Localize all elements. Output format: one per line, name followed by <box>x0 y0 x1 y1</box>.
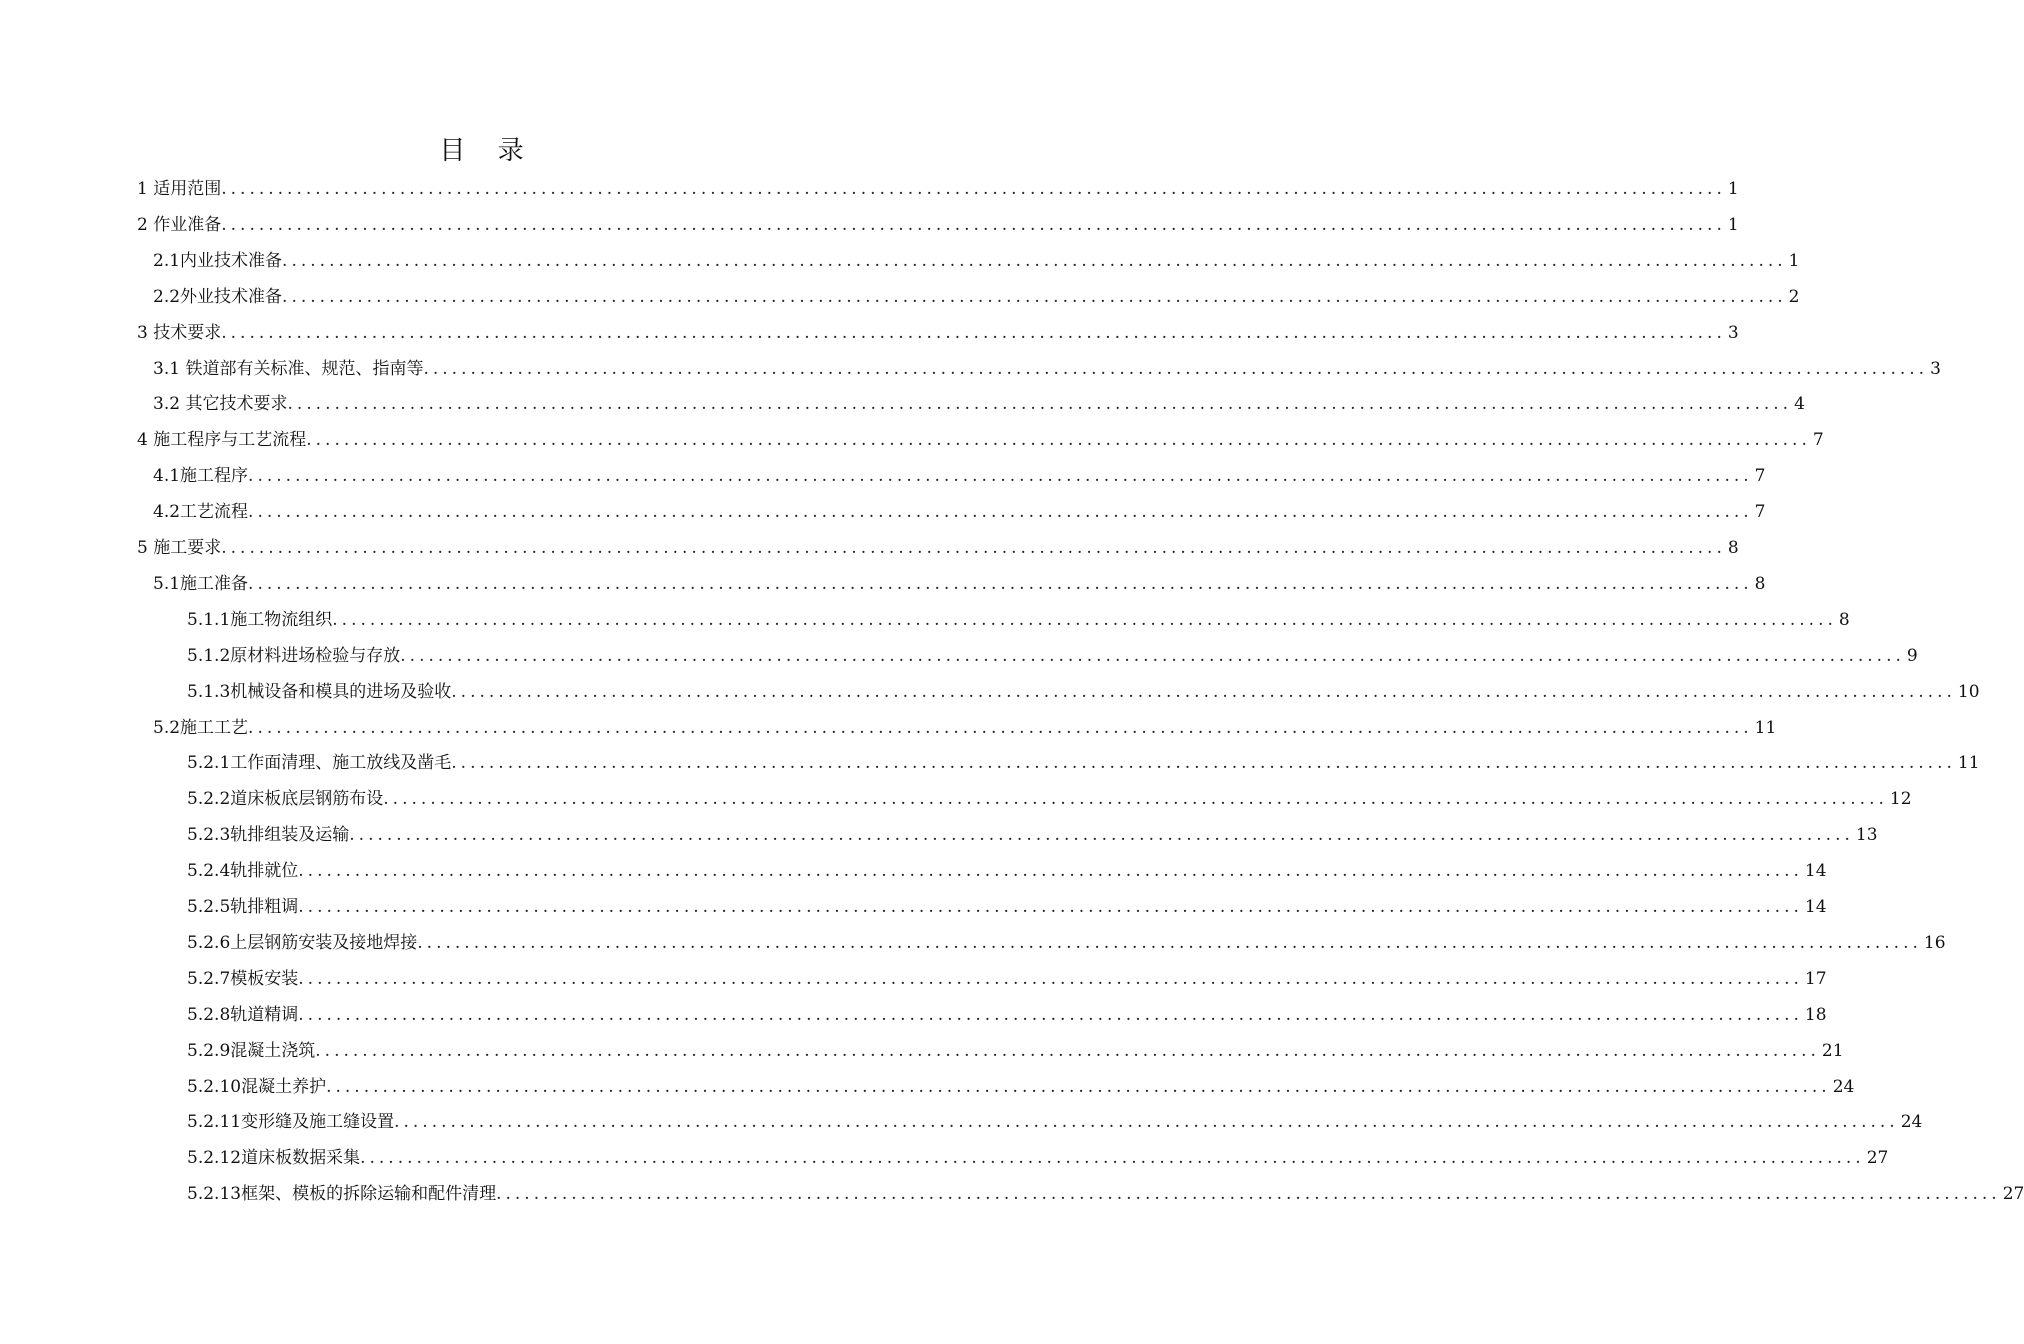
toc-dot-leader: ................................................................................................................................................................ <box>248 717 1753 738</box>
toc-entry-label: 3.2 其它技术要求 <box>153 394 288 415</box>
toc-entry-page: 3 <box>1727 322 1739 343</box>
toc-entry-label: 5.2.4轨排就位 <box>187 861 299 882</box>
toc-entry-page: 17 <box>1804 968 1827 989</box>
toc-entry-label: 5.2.10混凝土养护 <box>187 1076 327 1097</box>
toc-entry[interactable] <box>187 1033 1844 1069</box>
toc-entry-page: 27 <box>1866 1148 1889 1169</box>
toc-dot-leader: ................................................................................................................................................................ <box>306 430 1811 451</box>
toc-entry[interactable] <box>137 207 1739 243</box>
toc-entry[interactable] <box>137 422 1824 458</box>
toc-dot-leader: ................................................................................................................................................................ <box>394 1112 1899 1133</box>
toc-dot-leader: ................................................................................................................................................................ <box>326 1076 1831 1097</box>
toc-entry-page: 3 <box>1930 358 1941 379</box>
toc-entry[interactable] <box>187 925 1946 961</box>
toc-entry-label: 5.2.7模板安装 <box>187 968 299 989</box>
toc-entry-label: 4 施工程序与工艺流程 <box>137 430 307 451</box>
toc-entry[interactable] <box>187 602 1850 638</box>
toc-entry-page: 12 <box>1889 789 1912 810</box>
toc-dot-leader: ................................................................................................................................................................ <box>298 897 1803 917</box>
toc-dot-leader: ................................................................................................................................................................ <box>287 394 1793 415</box>
toc-entry[interactable] <box>153 458 1766 494</box>
toc-entry-label: 5.2施工工艺 <box>153 717 249 738</box>
toc-entry-page: 8 <box>1838 609 1850 630</box>
toc-entry-page: 2 <box>1788 286 1800 307</box>
toc-entry-page: 14 <box>1804 861 1827 882</box>
toc-entry-page: 4 <box>1794 394 1805 415</box>
toc-entry[interactable] <box>187 1140 1889 1176</box>
toc-entry-label: 5.1.3机械设备和模具的进场及验收 <box>187 681 452 702</box>
toc-entry-label: 2 作业准备 <box>137 214 222 235</box>
toc-dot-leader: ................................................................................................................................................................ <box>221 179 1726 199</box>
toc-entry[interactable] <box>153 566 1766 602</box>
toc-entry-label: 5.2.9混凝土浇筑 <box>187 1040 316 1061</box>
toc-entry-page: 16 <box>1923 932 1946 953</box>
toc-entry[interactable] <box>187 1104 1923 1140</box>
toc-dot-leader: ................................................................................................................................................................ <box>417 932 1922 953</box>
toc-entry-page: 8 <box>1754 573 1766 594</box>
toc-entry-label: 5.2.6上层钢筋安装及接地焊接 <box>187 932 418 953</box>
toc-entry-label: 5.2.11变形缝及施工缝设置 <box>187 1112 395 1133</box>
toc-entry-label: 5.2.8轨道精调 <box>187 1004 299 1025</box>
toc-entry-page: 14 <box>1804 897 1827 917</box>
toc-entry[interactable] <box>187 961 1827 997</box>
toc-entry-page: 7 <box>1754 502 1766 523</box>
toc-entry-label: 3.1 铁道部有关标准、规范、指南等 <box>153 358 424 379</box>
toc-entry-page: 10 <box>1957 681 1980 702</box>
toc-entry[interactable] <box>187 745 1980 781</box>
toc-entry-label: 3 技术要求 <box>137 322 222 343</box>
toc-entry-page: 7 <box>1754 466 1766 487</box>
toc-entry[interactable] <box>137 530 1739 566</box>
toc-dot-leader: ................................................................................................................................................................ <box>282 286 1787 307</box>
toc-entry[interactable] <box>137 171 1739 207</box>
toc-entry-page: 9 <box>1906 645 1918 666</box>
toc-dot-leader: ................................................................................................................................................................ <box>451 681 1956 702</box>
toc-dot-leader: ................................................................................................................................................................ <box>349 825 1854 846</box>
toc-entry-page: 1 <box>1727 179 1739 199</box>
toc-dot-leader: ................................................................................................................................................................ <box>298 1004 1803 1025</box>
toc-entry-page: 1 <box>1788 250 1800 271</box>
toc-entry[interactable] <box>153 351 1941 387</box>
toc-entry-page: 24 <box>1832 1076 1855 1097</box>
toc-entry-label: 5.2.12道床板数据采集 <box>187 1148 361 1169</box>
toc-entry-label: 5.2.13框架、模板的拆除运输和配件清理 <box>187 1184 497 1205</box>
toc-entry-page: 1 <box>1727 214 1739 235</box>
toc-entry-label: 4.1施工程序 <box>153 466 249 487</box>
toc-entry-label: 5 施工要求 <box>137 538 222 558</box>
toc-entry[interactable] <box>153 243 1800 279</box>
toc-entry-label: 5.2.1工作面清理、施工放线及凿毛 <box>187 753 452 774</box>
toc-entry-page: 11 <box>1754 717 1777 738</box>
toc-entry[interactable] <box>187 853 1827 889</box>
toc-dot-leader: ................................................................................................................................................................ <box>221 322 1726 343</box>
toc-dot-leader: ................................................................................................................................................................ <box>248 502 1753 523</box>
toc-dot-leader: ................................................................................................................................................................ <box>315 1040 1820 1061</box>
toc-entry-label: 2.1内业技术准备 <box>153 250 283 271</box>
toc-dot-leader: ................................................................................................................................................................ <box>383 789 1888 810</box>
toc-entry[interactable] <box>187 1176 2024 1212</box>
toc-entry-label: 1 适用范围 <box>137 179 222 199</box>
toc-entry-page: 18 <box>1804 1004 1827 1025</box>
toc-entry[interactable] <box>153 386 1805 422</box>
toc-entry[interactable] <box>187 781 1912 817</box>
toc-entry[interactable] <box>153 279 1800 315</box>
toc-entry-page: 13 <box>1855 825 1878 846</box>
toc-entry[interactable] <box>187 817 1878 853</box>
toc-entry-label: 4.2工艺流程 <box>153 502 249 523</box>
toc-entry-page: 8 <box>1727 538 1739 558</box>
toc-entry-label: 2.2外业技术准备 <box>153 286 283 307</box>
toc-entry[interactable] <box>187 638 1918 674</box>
toc-dot-leader: ................................................................................................................................................................ <box>221 538 1726 558</box>
toc-dot-leader: ................................................................................................................................................................ <box>423 358 1929 379</box>
toc-entry-page: 7 <box>1812 430 1824 451</box>
toc-dot-leader: ................................................................................................................................................................ <box>298 968 1803 989</box>
toc-entry[interactable] <box>153 710 1777 746</box>
toc-entry-label: 5.2.3轨排组装及运输 <box>187 825 350 846</box>
toc-dot-leader: ................................................................................................................................................................ <box>400 645 1905 666</box>
toc-dot-leader: ................................................................................................................................................................ <box>248 573 1753 594</box>
toc-entry[interactable] <box>187 889 1827 925</box>
toc-dot-leader: ................................................................................................................................................................ <box>451 753 1956 774</box>
toc-entry[interactable] <box>187 997 1827 1033</box>
toc-entry[interactable] <box>153 494 1766 530</box>
toc-entry-label: 5.2.5轨排粗调 <box>187 897 299 917</box>
toc-entry-page: 27 <box>2002 1184 2024 1205</box>
toc-entry-label: 5.2.2道床板底层钢筋布设 <box>187 789 384 810</box>
toc-dot-leader: ................................................................................................................................................................ <box>282 250 1787 271</box>
toc-entry-label: 5.1施工准备 <box>153 573 249 594</box>
toc-dot-leader: ................................................................................................................................................................ <box>496 1184 2001 1205</box>
toc-dot-leader: ................................................................................................................................................................ <box>221 214 1726 235</box>
toc-dot-leader: ................................................................................................................................................................ <box>360 1148 1865 1169</box>
toc-entry-page: 11 <box>1957 753 1980 774</box>
toc-entry-page: 21 <box>1821 1040 1844 1061</box>
toc-entry[interactable] <box>187 674 1980 710</box>
toc-dot-leader: ................................................................................................................................................................ <box>298 861 1803 882</box>
toc-entry-label: 5.1.2原材料进场检验与存放 <box>187 645 401 666</box>
toc-entry-label: 5.1.1施工物流组织 <box>187 609 333 630</box>
toc-dot-leader: ................................................................................................................................................................ <box>332 609 1837 630</box>
toc-entry-page: 24 <box>1900 1112 1923 1133</box>
toc-entry[interactable] <box>137 315 1739 351</box>
toc-title: 目 录 <box>439 136 536 166</box>
toc-dot-leader: ................................................................................................................................................................ <box>248 466 1753 487</box>
toc-entry[interactable] <box>187 1069 1855 1105</box>
